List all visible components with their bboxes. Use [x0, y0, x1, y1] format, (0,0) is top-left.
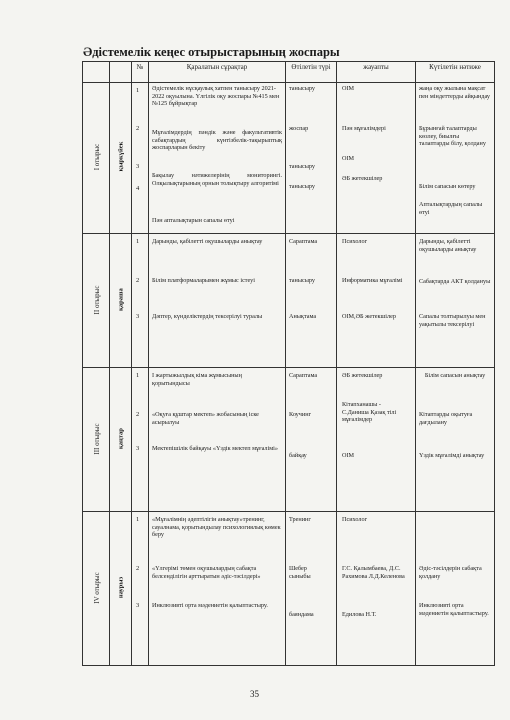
section-1-month — [109, 82, 132, 234]
section-1-responsible — [336, 82, 416, 234]
section-3-meeting — [82, 367, 110, 512]
section-1-questions — [148, 82, 286, 234]
question-text: «Үлгерімі төмен оқушылардың сабақта белсенділігін арттыратын әдіс-тәсілдері» — [152, 565, 261, 580]
section-4-questions — [148, 511, 286, 666]
section-4-meeting — [82, 511, 110, 666]
meeting-label: І отырыс — [93, 143, 101, 171]
responsible-text: Кітапханашы - С.Даниша Қазақ тілі мұғалімдер — [342, 401, 397, 424]
row-number: 3 — [136, 313, 140, 320]
responsible-text: ӘБ жетекшілер — [342, 372, 383, 379]
row-number: 2 — [136, 411, 140, 418]
section-4-responsible — [336, 511, 416, 666]
header-question: Қаралатын сұрақтар — [148, 61, 286, 83]
result-text: Инклюзивті орта мәдениетін қалыптастыру. — [419, 602, 489, 617]
row-number: 1 — [136, 238, 140, 245]
section-3-numbers — [131, 367, 149, 512]
type-text: Сараптама — [289, 238, 318, 245]
section-4-results — [415, 511, 495, 666]
responsible-text: Едилова Н.Т. — [342, 611, 377, 618]
page-number: 35 — [250, 689, 259, 699]
responsible-text: ОІМ,ӘБ жетекшілер — [342, 313, 396, 320]
month-label: қараша — [117, 288, 125, 311]
question-text: Мұғалімдердің пәндік және факультативтік сабақтардың күнтізбелік-тақырыптық жоспарларын бекіту — [152, 129, 282, 152]
section-1-meeting — [82, 82, 110, 234]
question-text: Пән апталықтарын сапалы өтуі — [152, 217, 235, 224]
row-number: 1 — [136, 372, 140, 379]
question-text: «Оқуға құштар мектеп» жобасының іске асырылуы — [152, 411, 259, 426]
section-4-numbers — [131, 511, 149, 666]
meeting-label: ІІ отырыс — [93, 285, 101, 315]
responsible-text: Г.С. Қалымбаева, Д.С. Рахимова Л.Д.Келенова — [342, 565, 405, 580]
section-1-numbers — [131, 82, 149, 234]
type-text: танысыру — [289, 163, 316, 170]
header-meeting-cell — [82, 61, 110, 83]
header-month-cell — [109, 61, 132, 83]
month-label: наурыз — [117, 576, 125, 599]
responsible-text: ӘБ жетекшілер — [342, 175, 383, 182]
row-number: 3 — [136, 163, 140, 170]
page-title: Әдістемелік кеңес отырыстарының жоспары — [83, 45, 340, 59]
responsible-text: ОІМ — [342, 85, 355, 92]
result-text: Бұрынғай талаптарды көзлеу, биылғы талаптарды білу, қолдану — [419, 125, 486, 148]
question-text: Инклюзивті орта мәдениетін қалыптастыру. — [152, 602, 268, 609]
month-label: қаңтар — [117, 428, 125, 449]
row-number: 2 — [136, 125, 140, 132]
section-1-types — [285, 82, 337, 234]
responsible-text: Психолог — [342, 516, 368, 523]
section-4-month — [109, 511, 132, 666]
result-text: Сабақтарда АКТ қолдануы — [419, 278, 491, 285]
section-3-responsible — [336, 367, 416, 512]
result-text: Кітаптарды оқытуға дағдылану — [419, 411, 473, 426]
question-text: «Мұғалімнің әдептілігін анықтау»тренинг, сауалнама, қорытындылау психологиялық көмек беру — [152, 516, 281, 539]
question-text: Әдістемелік нұсқаулық хатпен танысыру 2021-2022 оқуылына. Үлгілік оқу жоспары №415 мен №125 бұйрықтар — [152, 85, 280, 108]
result-text: Үздік мұғалімді анықтау — [419, 452, 485, 459]
section-4-types — [285, 511, 337, 666]
section-3-month — [109, 367, 132, 512]
question-text: Дәптер, күнделіктердің тексерілуі туралы — [152, 313, 263, 320]
result-text: Дарынды, қабілетті оқушыларды анықтау — [419, 238, 477, 253]
section-2-numbers — [131, 233, 149, 368]
row-number: 4 — [136, 185, 140, 192]
responsible-text: ОІМ — [342, 452, 355, 459]
section-2-responsible — [336, 233, 416, 368]
type-text: Шебер сыныбы — [289, 565, 311, 580]
section-2-types — [285, 233, 337, 368]
section-1-results — [415, 82, 495, 234]
result-text: Білім сапасын анықтау — [424, 372, 486, 379]
result-text: Білім сапасын көтеру — [419, 183, 476, 190]
type-text: жоспар — [289, 125, 309, 132]
meeting-label: ІІІ отырыс — [93, 423, 101, 455]
section-3-types — [285, 367, 337, 512]
section-3-results — [415, 367, 495, 512]
question-text: Бақылау нәтижелерінің мониторингі. Олқылықтарының орнын толықтыру алгоритімі — [152, 172, 282, 187]
section-2-month — [109, 233, 132, 368]
question-text: Білім платформаларымен жұмыс істеуі — [152, 277, 255, 284]
row-number: 3 — [136, 445, 140, 452]
type-text: Тренинг — [289, 516, 311, 523]
type-text: Сараптама — [289, 372, 318, 379]
month-label: қыркүйек — [117, 141, 125, 172]
row-number: 1 — [136, 516, 140, 523]
type-text: танысыру — [289, 183, 316, 190]
section-2-questions — [148, 233, 286, 368]
responsible-text: Психолог — [342, 238, 368, 245]
type-text: байқау — [289, 452, 307, 459]
section-3-questions — [148, 367, 286, 512]
row-number: 3 — [136, 602, 140, 609]
result-text: Сапалы толтырылуы мен уақытылы тексерілуі — [419, 313, 486, 328]
section-2-meeting — [82, 233, 110, 368]
row-number: 2 — [136, 565, 140, 572]
result-text: жаңа оқу жылына мақсат пен міндеттерды айқындау — [419, 85, 490, 100]
question-text: Мектепішілік байқауы «Үздік мектеп мұғалімі» — [152, 445, 278, 452]
row-number: 2 — [136, 277, 140, 284]
section-2-results — [415, 233, 495, 368]
header-result: Күтілетін нәтиже — [415, 61, 495, 83]
responsible-text: Информатика мұғалімі — [342, 277, 403, 284]
responsible-text: Пән мұғалімдері — [342, 125, 386, 132]
header-responsible: жауапты — [336, 61, 416, 83]
meeting-label: IV отырыс — [93, 572, 101, 604]
result-text: Апталықтардың сапалы өтуі — [419, 201, 483, 216]
question-text: І жартыжылдық кіма жұмысының қорытындысы — [152, 372, 242, 387]
type-text: Анықтама — [289, 313, 317, 320]
header-no: № — [131, 61, 149, 83]
header-type: Өтілетін түрі — [285, 61, 337, 83]
type-text: танысыру — [289, 85, 316, 92]
type-text: Коучинг — [289, 411, 312, 418]
type-text: танысыру — [289, 277, 316, 284]
responsible-text: ОІМ — [342, 155, 355, 162]
result-text: Әдіс-тәсілдерін сабақта қолдану — [419, 565, 482, 580]
type-text: баяндама — [289, 611, 314, 618]
question-text: Дарынды, қабілетті оқушыларды анықтау — [152, 238, 263, 245]
row-number: 1 — [136, 87, 140, 94]
